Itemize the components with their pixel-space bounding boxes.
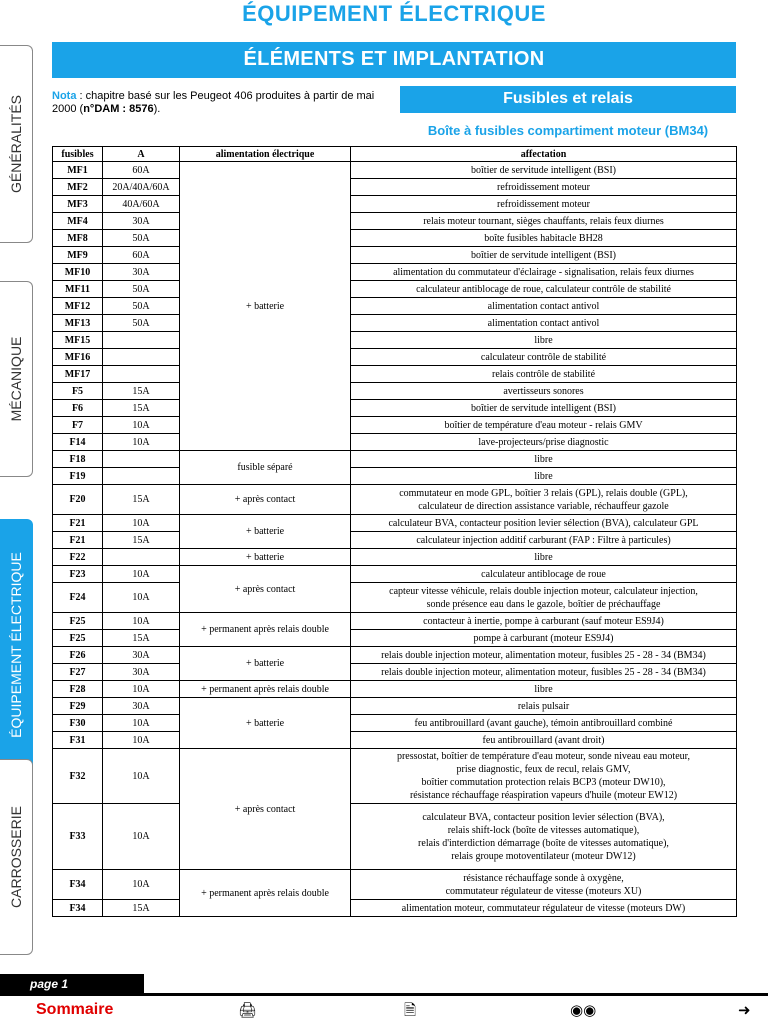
table-row xyxy=(53,583,737,613)
table-row xyxy=(53,485,737,515)
tab-equipement-electrique[interactable] xyxy=(0,519,33,771)
table-row xyxy=(53,749,737,804)
binoculars-icon[interactable]: ◉◉ xyxy=(570,1001,597,1019)
fuse-id: F25 xyxy=(53,630,103,647)
table-row xyxy=(53,451,737,468)
fuse-id: F7 xyxy=(53,417,103,434)
page-number: page 1 xyxy=(30,977,69,991)
fuse-id: F30 xyxy=(53,715,103,732)
fuse-id: MF1 xyxy=(53,162,103,179)
fuse-supply: + après contact xyxy=(180,485,351,515)
fuse-function: boîte fusibles habitacle BH28 xyxy=(351,230,737,247)
fuse-function: calculateur antiblocage de roue xyxy=(351,566,737,583)
fuse-supply: + batterie xyxy=(180,698,351,749)
fuse-id: MF17 xyxy=(53,366,103,383)
fuse-amperage: 30A xyxy=(103,213,180,230)
table-row xyxy=(53,715,737,732)
fuse-amperage xyxy=(103,468,180,485)
fuse-id: MF8 xyxy=(53,230,103,247)
fuse-supply: + après contact xyxy=(180,566,351,613)
fuse-amperage xyxy=(103,451,180,468)
table-row xyxy=(53,298,737,315)
fuse-id: F24 xyxy=(53,583,103,613)
table-row xyxy=(53,281,737,298)
fuse-function: refroidissement moteur xyxy=(351,196,737,213)
fuse-amperage xyxy=(103,332,180,349)
fuse-function: avertisseurs sonores xyxy=(351,383,737,400)
fuse-amperage: 60A xyxy=(103,162,180,179)
fuse-amperage: 50A xyxy=(103,281,180,298)
fuse-function: libre xyxy=(351,681,737,698)
fuse-function: feu antibrouillard (avant gauche), témoin antibrouillard combiné xyxy=(351,715,737,732)
fuse-id: F23 xyxy=(53,566,103,583)
fuse-amperage: 10A xyxy=(103,566,180,583)
table-row xyxy=(53,332,737,349)
fuse-amperage: 15A xyxy=(103,485,180,515)
fuse-function: boîtier de servitude intelligent (BSI) xyxy=(351,162,737,179)
fuse-supply: fusible séparé xyxy=(180,451,351,485)
fuse-amperage: 50A xyxy=(103,230,180,247)
fuse-function: pressostat, boîtier de température d'eau moteur, sonde niveau eau moteur, prise diagnostic, feux de recul, relais GMV, boîtier commutation protection relais BCP3 (moteur DW10), résistance réchauffage réaspiration vapeurs d'huile (moteur EW12) xyxy=(351,749,737,804)
fuse-id: F19 xyxy=(53,468,103,485)
fuse-id: MF12 xyxy=(53,298,103,315)
fuse-amperage: 10A xyxy=(103,613,180,630)
fuse-id: MF9 xyxy=(53,247,103,264)
fuse-id: MF10 xyxy=(53,264,103,281)
table-row xyxy=(53,804,737,870)
fuse-amperage: 10A xyxy=(103,749,180,804)
fuse-id: F21 xyxy=(53,532,103,549)
fuse-id: F29 xyxy=(53,698,103,715)
table-row xyxy=(53,900,737,917)
sommaire-link[interactable]: Sommaire xyxy=(36,1001,114,1018)
note-text-after: ). xyxy=(153,103,161,115)
fuse-function: calculateur injection additif carburant (FAP : Filtre à particules) xyxy=(351,532,737,549)
fuse-id: F33 xyxy=(53,804,103,870)
fuse-function: relais pulsair xyxy=(351,698,737,715)
fuse-function: boîtier de température d'eau moteur - relais GMV xyxy=(351,417,737,434)
tab-mecanique-label: MÉCANIQUE xyxy=(8,336,24,422)
fuse-id: F32 xyxy=(53,749,103,804)
next-arrow-icon[interactable]: ➜ xyxy=(738,1001,751,1019)
fuse-amperage: 30A xyxy=(103,264,180,281)
fuse-supply: + permanent après relais double xyxy=(180,681,351,698)
fuse-id: MF13 xyxy=(53,315,103,332)
fuse-amperage: 10A xyxy=(103,515,180,532)
fuse-function: capteur vitesse véhicule, relais double injection moteur, calculateur injection, sonde présence eau dans le gazole, boîtier de préchauffage xyxy=(351,583,737,613)
fuse-id: F14 xyxy=(53,434,103,451)
table-row xyxy=(53,400,737,417)
fuse-amperage: 50A xyxy=(103,298,180,315)
fuse-function: feu antibrouillard (avant droit) xyxy=(351,732,737,749)
table-row xyxy=(53,264,737,281)
table-row xyxy=(53,162,737,179)
col-header-fuses: fusibles xyxy=(53,147,103,162)
fuse-amperage: 10A xyxy=(103,583,180,613)
table-row xyxy=(53,230,737,247)
fuse-function: pompe à carburant (moteur ES9J4) xyxy=(351,630,737,647)
fuse-id: MF16 xyxy=(53,349,103,366)
col-header-supply: alimentation électrique xyxy=(180,147,351,162)
page-indicator xyxy=(0,974,144,994)
fuse-function: lave-projecteurs/prise diagnostic xyxy=(351,434,737,451)
fuse-function: alimentation du commutateur d'éclairage - signalisation, relais feux diurnes xyxy=(351,264,737,281)
table-row xyxy=(53,468,737,485)
fuse-id: F26 xyxy=(53,647,103,664)
table-row xyxy=(53,349,737,366)
table-row xyxy=(53,179,737,196)
tab-generalites[interactable] xyxy=(0,45,33,243)
print-icon[interactable]: 🖨 xyxy=(238,1001,258,1019)
fuse-function: boîtier de servitude intelligent (BSI) xyxy=(351,400,737,417)
document-icon[interactable]: 🗎 xyxy=(404,1001,417,1019)
fuse-function: relais double injection moteur, alimentation moteur, fusibles 25 - 28 - 34 (BM34) xyxy=(351,647,737,664)
fuse-amperage: 10A xyxy=(103,870,180,900)
fuse-function: relais moteur tournant, sièges chauffants, relais feux diurnes xyxy=(351,213,737,230)
fuse-function: calculateur BVA, contacteur position levier sélection (BVA), calculateur GPL xyxy=(351,515,737,532)
fuse-amperage xyxy=(103,366,180,383)
fuse-id: F31 xyxy=(53,732,103,749)
table-row xyxy=(53,613,737,630)
table-row xyxy=(53,647,737,664)
table-row xyxy=(53,681,737,698)
fuse-id: F21 xyxy=(53,515,103,532)
fuse-function: alimentation contact antivol xyxy=(351,315,737,332)
fuse-id: F28 xyxy=(53,681,103,698)
table-row xyxy=(53,549,737,566)
fuse-supply: + batterie xyxy=(180,162,351,451)
tab-mecanique[interactable] xyxy=(0,281,33,477)
fuse-function: libre xyxy=(351,451,737,468)
fuse-id: F34 xyxy=(53,870,103,900)
note xyxy=(52,90,392,116)
table-row xyxy=(53,870,737,900)
fuse-supply: + batterie xyxy=(180,515,351,549)
fuse-amperage: 40A/60A xyxy=(103,196,180,213)
note-text-before: : chapitre basé sur les Peugeot 406 produites à partir de mai 2000 ( xyxy=(52,90,375,115)
fuse-function: relais double injection moteur, alimentation moteur, fusibles 25 - 28 - 34 (BM34) xyxy=(351,664,737,681)
fuse-supply: + après contact xyxy=(180,749,351,870)
fuse-function: alimentation contact antivol xyxy=(351,298,737,315)
fuse-amperage: 10A xyxy=(103,434,180,451)
table-row xyxy=(53,532,737,549)
table-row xyxy=(53,698,737,715)
fuse-id: F6 xyxy=(53,400,103,417)
tab-equipement-electrique-label: ÉQUIPEMENT ÉLECTRIQUE xyxy=(8,552,24,738)
fuse-amperage: 15A xyxy=(103,383,180,400)
dam-number: n°DAM : 8576 xyxy=(83,103,154,115)
table-row xyxy=(53,630,737,647)
fuse-amperage: 60A xyxy=(103,247,180,264)
fuse-id: MF3 xyxy=(53,196,103,213)
table-row xyxy=(53,213,737,230)
note-label: Nota xyxy=(52,90,77,102)
fuse-id: MF4 xyxy=(53,213,103,230)
fuse-id: MF11 xyxy=(53,281,103,298)
table-row xyxy=(53,515,737,532)
fuse-function: commutateur en mode GPL, boîtier 3 relais (GPL), relais double (GPL), calculateur de direction assistance variable, réchauffeur gazole xyxy=(351,485,737,515)
fuse-function: calculateur antiblocage de roue, calculateur contrôle de stabilité xyxy=(351,281,737,298)
fuse-amperage: 10A xyxy=(103,715,180,732)
page-title: ÉQUIPEMENT ÉLECTRIQUE xyxy=(242,1,546,26)
fuse-id: F18 xyxy=(53,451,103,468)
fuse-function: relais contrôle de stabilité xyxy=(351,366,737,383)
tab-generalites-label: GÉNÉRALITÉS xyxy=(8,94,24,194)
fuse-function: calculateur BVA, contacteur position levier sélection (BVA), relais shift-lock (boîte de vitesses automatique), relais d'interdiction démarrage (boîte de vitesses automatique), relais groupe motoventilateur (moteur DW12) xyxy=(351,804,737,870)
fuse-amperage: 30A xyxy=(103,647,180,664)
fuse-function: contacteur à inertie, pompe à carburant (sauf moteur ES9J4) xyxy=(351,613,737,630)
fuse-function: résistance réchauffage sonde à oxygène, commutateur régulateur de vitesse (moteurs XU) xyxy=(351,870,737,900)
fuse-amperage: 30A xyxy=(103,698,180,715)
table-row xyxy=(53,315,737,332)
fuse-amperage: 15A xyxy=(103,900,180,917)
fuse-supply: + permanent après relais double xyxy=(180,870,351,917)
table-row xyxy=(53,383,737,400)
fuse-function: alimentation moteur, commutateur régulateur de vitesse (moteurs DW) xyxy=(351,900,737,917)
fuse-id: F34 xyxy=(53,900,103,917)
section-subtitle: ÉLÉMENTS ET IMPLANTATION xyxy=(52,42,736,78)
fuse-supply: + batterie xyxy=(180,647,351,681)
fuse-function: libre xyxy=(351,549,737,566)
fuse-amperage: 10A xyxy=(103,417,180,434)
fuse-function: boîtier de servitude intelligent (BSI) xyxy=(351,247,737,264)
fuse-id: MF2 xyxy=(53,179,103,196)
tab-carrosserie[interactable] xyxy=(0,759,33,955)
table-row xyxy=(53,417,737,434)
fuse-function: libre xyxy=(351,468,737,485)
table-row xyxy=(53,247,737,264)
table-row xyxy=(53,196,737,213)
fuse-id: F25 xyxy=(53,613,103,630)
table-row xyxy=(53,664,737,681)
fuse-amperage: 10A xyxy=(103,681,180,698)
fuse-id: F5 xyxy=(53,383,103,400)
fuse-id: F22 xyxy=(53,549,103,566)
col-header-function: affectation xyxy=(351,147,737,162)
fuse-amperage: 30A xyxy=(103,664,180,681)
fuse-id: F27 xyxy=(53,664,103,681)
fuse-table-body xyxy=(53,162,737,917)
fuse-amperage: 15A xyxy=(103,532,180,549)
fuse-id: F20 xyxy=(53,485,103,515)
section-title: Fusibles et relais xyxy=(400,86,736,113)
fuse-supply: + permanent après relais double xyxy=(180,613,351,647)
fuse-amperage: 20A/40A/60A xyxy=(103,179,180,196)
tab-carrosserie-label: CARROSSERIE xyxy=(8,806,24,908)
fuse-amperage: 10A xyxy=(103,804,180,870)
fuse-amperage: 15A xyxy=(103,630,180,647)
fuse-id: MF15 xyxy=(53,332,103,349)
fuse-amperage: 10A xyxy=(103,732,180,749)
fuse-box-caption: Boîte à fusibles compartiment moteur (BM34) xyxy=(427,123,709,138)
fuse-table xyxy=(52,146,737,917)
fuse-amperage xyxy=(103,349,180,366)
fuse-amperage: 15A xyxy=(103,400,180,417)
fuse-function: calculateur contrôle de stabilité xyxy=(351,349,737,366)
table-header-row xyxy=(53,147,737,162)
fuse-supply: + batterie xyxy=(180,549,351,566)
fuse-function: libre xyxy=(351,332,737,349)
fuse-amperage xyxy=(103,549,180,566)
fuse-amperage: 50A xyxy=(103,315,180,332)
table-row xyxy=(53,732,737,749)
table-row xyxy=(53,566,737,583)
table-row xyxy=(53,366,737,383)
col-header-amperage: A xyxy=(103,147,180,162)
table-row xyxy=(53,434,737,451)
fuse-function: refroidissement moteur xyxy=(351,179,737,196)
